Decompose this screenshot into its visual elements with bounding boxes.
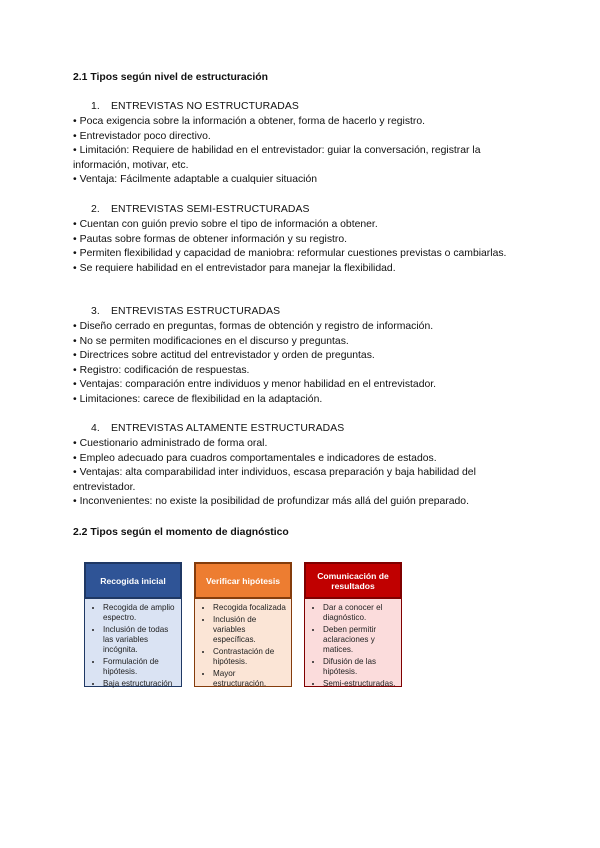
- list-item: • Limitación: Requiere de habilidad en el entrevistador: guiar la conversación, registrar la información, motivar, etc.: [73, 144, 513, 173]
- column-verificar-hipotesis: [194, 562, 292, 687]
- list-item: • Permiten flexibilidad y capacidad de maniobra: reformular cuestiones previstas o cambiarlas.: [73, 247, 513, 262]
- column-header: Verificar hipótesis: [194, 562, 292, 599]
- list-item: • Entrevistador poco directivo.: [73, 130, 513, 145]
- list-item: • Ventajas: alta comparabilidad inter individuos, escasa preparación y baja habilidad del entrevistador.: [73, 466, 513, 495]
- list-item: • Empleo adecuado para cuadros comportamentales e indicadores de estados.: [73, 452, 513, 467]
- type-3-label: ENTREVISTAS ESTRUCTURADAS: [111, 306, 281, 317]
- diagnosis-moment-diagram: [84, 562, 402, 690]
- type-2-title: [91, 204, 310, 215]
- column-comunicacion-resultados: [304, 562, 402, 687]
- type-3-bullets: [73, 320, 513, 408]
- type-2-label: ENTREVISTAS SEMI-ESTRUCTURADAS: [111, 204, 310, 215]
- type-4-bullets: [73, 437, 513, 510]
- list-item: • Mayor estructuración.: [213, 669, 287, 689]
- list-item: • Contrastación de hipótesis.: [213, 647, 287, 667]
- list-item: • Recogida focalizada: [213, 603, 287, 613]
- type-4-title: [91, 423, 344, 434]
- list-item: • Registro: codificación de respuestas.: [73, 364, 513, 379]
- list-item: • Diseño cerrado en preguntas, formas de obtención y registro de información.: [73, 320, 513, 335]
- list-item: • Inclusión de variables específicas.: [213, 615, 287, 646]
- list-item: • Pautas sobre formas de obtener información y su registro.: [73, 233, 513, 248]
- list-item: • Baja estructuración: [103, 679, 177, 689]
- column-body: [304, 599, 402, 687]
- list-item: • Limitaciones: carece de flexibilidad en la adaptación.: [73, 393, 513, 408]
- list-item: • Poca exigencia sobre la información a obtener, forma de hacerlo y registro.: [73, 115, 513, 130]
- type-3-title: [91, 306, 280, 317]
- column-body: [84, 599, 182, 687]
- type-1-bullets: [73, 115, 513, 188]
- list-item: • Inconvenientes: no existe la posibilidad de profundizar más allá del guión preparado.: [73, 495, 513, 510]
- list-item: • No se permiten modificaciones en el discurso y preguntas.: [73, 335, 513, 350]
- list-item: • Ventajas: comparación entre individuos y menor habilidad en el entrevistador.: [73, 378, 513, 393]
- list-item: • Formulación de hipótesis.: [103, 657, 177, 677]
- list-item: • Cuentan con guión previo sobre el tipo de información a obtener.: [73, 218, 513, 233]
- type-3-number: 3.: [91, 306, 100, 317]
- column-recogida-inicial: [84, 562, 182, 687]
- list-item: • Recogida de amplio espectro.: [103, 603, 177, 623]
- column-header: Recogida inicial: [84, 562, 182, 599]
- list-item: • Directrices sobre actitud del entrevistador y orden de preguntas.: [73, 349, 513, 364]
- list-item: • Semi-estructuradas.: [323, 679, 397, 689]
- list-item: • Se requiere habilidad en el entrevistador para manejar la flexibilidad.: [73, 262, 513, 277]
- list-item: • Ventaja: Fácilmente adaptable a cualquier situación: [73, 173, 513, 188]
- list-item: • Dar a conocer el diagnóstico.: [323, 603, 397, 623]
- list-item: • Cuestionario administrado de forma oral.: [73, 437, 513, 452]
- type-1-title: [91, 101, 299, 112]
- type-1-number: 1.: [91, 101, 100, 112]
- type-2-number: 2.: [91, 204, 100, 215]
- type-1-label: ENTREVISTAS NO ESTRUCTURADAS: [111, 101, 299, 112]
- type-4-label: ENTREVISTAS ALTAMENTE ESTRUCTURADAS: [111, 423, 345, 434]
- section-2-2-heading: 2.2 Tipos según el momento de diagnóstico: [73, 527, 289, 538]
- type-4-number: 4.: [91, 423, 100, 434]
- type-2-bullets: [73, 218, 513, 276]
- list-item: • Difusión de las hipótesis.: [323, 657, 397, 677]
- column-header: Comunicación de resultados: [304, 562, 402, 599]
- list-item: • Inclusión de todas las variables incógnita.: [103, 625, 177, 656]
- column-body: [194, 599, 292, 687]
- section-2-1-heading: 2.1 Tipos según nivel de estructuración: [73, 72, 268, 83]
- list-item: • Deben permitir aclaraciones y matices.: [323, 625, 397, 656]
